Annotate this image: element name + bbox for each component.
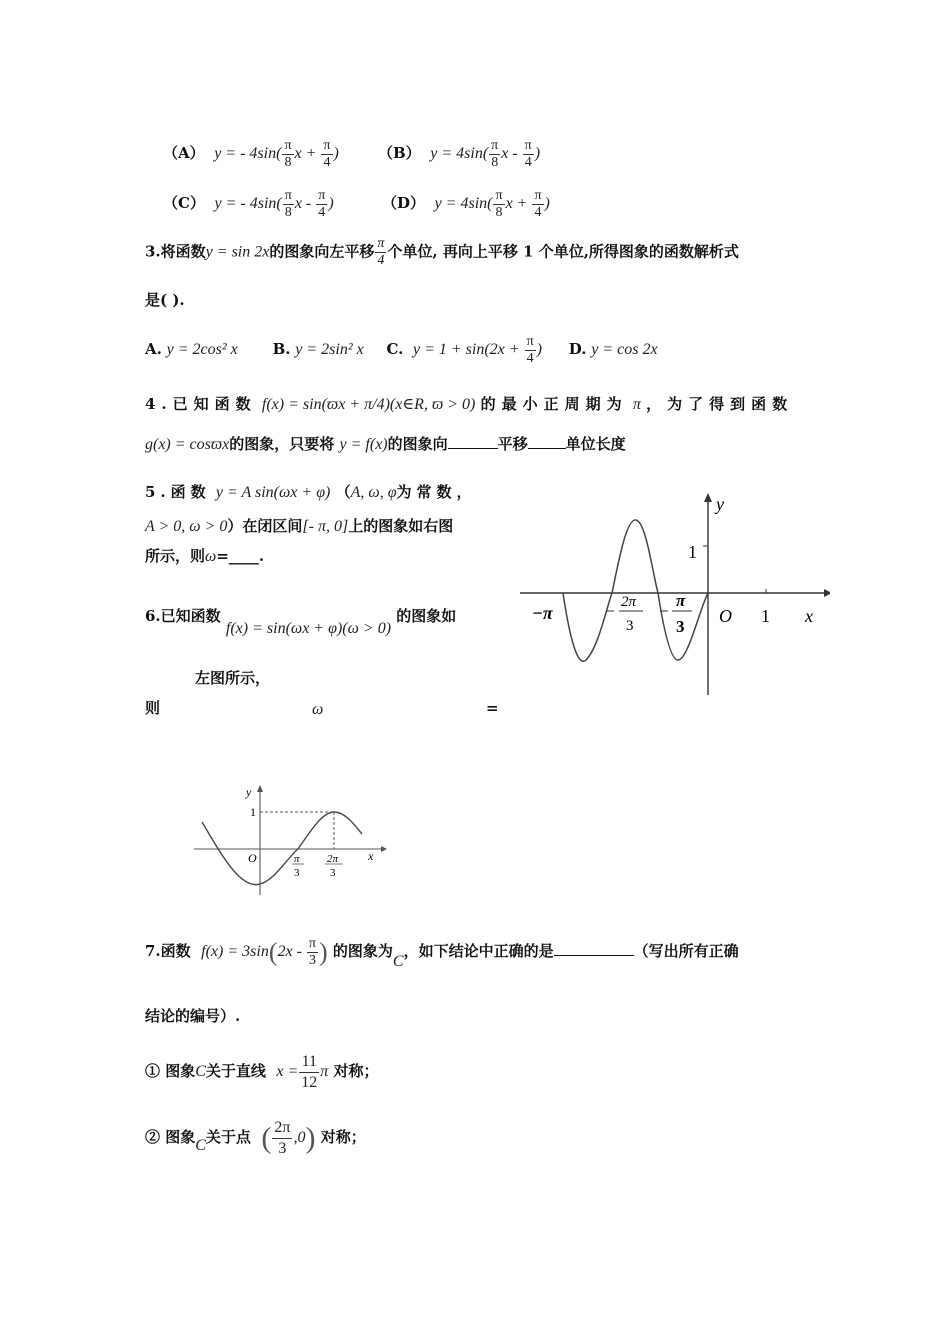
- q5-text2: 上的图象如右图: [348, 517, 454, 535]
- q6-text1: 的图象如: [396, 607, 457, 625]
- q5-text4: =____.: [216, 547, 265, 565]
- q5-omega: ω: [205, 548, 217, 565]
- q3-mid: 的图象向左平移: [269, 242, 375, 261]
- q4-text2: 的图象，只要将: [229, 435, 335, 453]
- q3-prefix: 3.将函数: [145, 242, 206, 261]
- q7-item-1: [145, 1052, 379, 1093]
- q4-period: π: [632, 396, 641, 413]
- y-arrow-icon: [257, 785, 263, 792]
- q7-answer-blank[interactable]: [554, 955, 634, 956]
- q4-blank-direction[interactable]: [448, 448, 498, 449]
- q5-cond: A > 0, ω > 0: [145, 518, 228, 535]
- pi-denominator: 3: [676, 617, 685, 636]
- two-pi-denominator: 3: [626, 618, 634, 634]
- formula-render: x = $\frac{11}{12}$ π: [276, 1053, 329, 1091]
- two-pi-numerator: 2π: [327, 853, 339, 865]
- q2-option-a: [163, 138, 339, 171]
- q3-option-c-label: C.: [386, 340, 404, 359]
- q4-text3: 的图象向: [387, 435, 448, 453]
- q4-line1: [145, 394, 793, 415]
- two-pi-denominator: 3: [330, 867, 336, 879]
- formula-render: y = 4sin( $\frac{\pi}{8}$ x + $\frac{\pi}{4}$ ): [434, 188, 550, 220]
- q2-option-d: [382, 188, 550, 221]
- q3-option-a-expr: y = 2cos² x: [166, 341, 238, 359]
- q7-line2: 结论的编号）.: [145, 1007, 241, 1025]
- x-axis-label: x: [368, 849, 374, 863]
- q5-graph: [518, 490, 830, 700]
- q5-is-const: 为常数，: [396, 483, 477, 501]
- two-pi-numerator: 2π: [621, 594, 637, 610]
- y-axis-label: y: [246, 785, 252, 799]
- formula-render: ( $\frac{2\pi}{3}$ ,0): [261, 1119, 316, 1157]
- sine-curve: [202, 812, 362, 885]
- q7-prefix: 7.函数: [145, 942, 191, 961]
- y-tick-1-label: 1: [250, 805, 256, 819]
- option-label: （A）: [163, 144, 205, 163]
- q5-func: y = A sin(ωx + φ): [215, 484, 331, 501]
- formula-render: y = - 4sin( $\frac{\pi}{8}$ x - $\frac{\pi}{4}$ ): [214, 188, 334, 220]
- q7-text2: ，如下结论中正确的是: [403, 942, 554, 961]
- q7-item1-pre: ① 图象: [145, 1062, 196, 1081]
- q2-option-c: [163, 188, 334, 221]
- q4-func: f(x) = sin(ϖx + π/4)(x∈R, ϖ > 0): [261, 396, 476, 413]
- q7-item-2: [145, 1118, 366, 1159]
- q5-consts: A, ω, φ: [350, 484, 397, 501]
- option-label: （D）: [382, 194, 426, 213]
- formula-render: y = - 4sin( $\frac{\pi}{8}$ x + $\frac{\pi}{4}$ ): [214, 138, 339, 170]
- q5-prefix: 5.函数: [145, 483, 211, 501]
- q4-g: g(x) = cosϖx: [145, 436, 230, 453]
- q5-line3: [145, 546, 264, 567]
- q7-item1-post: 对称；: [333, 1062, 379, 1081]
- q6-ze: 则: [145, 699, 161, 717]
- q7-item2-post: 对称；: [320, 1128, 366, 1147]
- sine-curve: [563, 520, 708, 661]
- formula-render: y = 4sin( $\frac{\pi}{8}$ x - $\frac{\pi}{4}$ ): [430, 138, 541, 170]
- y-axis-label: y: [716, 494, 724, 514]
- q6-prefix: 6.已知函数: [145, 607, 221, 625]
- q7-item1-mid: 关于直线: [205, 1062, 266, 1081]
- q4-text4: 平移: [497, 435, 528, 453]
- formula-render: f(x) = 3sin(2x - $\frac{\pi}{3}$ ): [201, 936, 328, 968]
- q2-option-b: [378, 138, 540, 171]
- option-label: （C）: [163, 194, 205, 213]
- q5-line1: [145, 482, 477, 503]
- q7-text3: （写出所有正确: [633, 942, 739, 961]
- pi-denominator: 3: [294, 867, 300, 879]
- q4-blank-amount[interactable]: [528, 448, 566, 449]
- q3-option-d-expr: y = cos 2x: [591, 341, 658, 359]
- q4-tail: ，为了得到函数: [646, 395, 794, 413]
- x-axis-label: x: [805, 606, 813, 626]
- pi-numerator: π: [294, 853, 300, 865]
- formula-render: y = 1 + sin(2x + $\frac{\pi}{4}$ ): [412, 334, 542, 366]
- q3-option-d-label: D.: [568, 340, 587, 359]
- q5-text3: 所示，则: [145, 547, 206, 565]
- q3-option-a-label: A.: [145, 340, 162, 359]
- q5-text1: ）在闭区间: [227, 517, 303, 535]
- x-tick-1-label: 1: [761, 606, 770, 626]
- q6-line2: [195, 668, 270, 688]
- q3-option-b-expr: y = 2sin² x: [295, 341, 364, 359]
- origin-label: O: [719, 606, 732, 626]
- q7-c: C: [392, 953, 404, 971]
- q3-option-b-label: B.: [272, 340, 291, 359]
- q5-paren: （: [335, 483, 351, 501]
- q3-line2: 是( ).: [145, 291, 185, 309]
- q3-rest: 个单位, 再向上平移 1 个单位,所得图象的函数解析式: [387, 242, 739, 261]
- x-arrow-icon: [824, 589, 830, 597]
- q6-line1: [145, 606, 457, 637]
- q6-equals: =: [486, 699, 499, 717]
- q7-item2-pre: ② 图象: [145, 1128, 196, 1147]
- q6-omega: ω: [312, 701, 324, 718]
- q3-shift: $\frac{\pi}{4}$: [377, 236, 385, 268]
- q7-item1-c: C: [195, 1063, 206, 1081]
- q4-mid: 的最小正周期为: [480, 395, 628, 413]
- q4-text5: 单位长度: [565, 435, 626, 453]
- q7-item2-mid: 关于点: [205, 1128, 251, 1147]
- y-arrow-icon: [704, 493, 712, 502]
- q4-prefix: 4.已知函数: [145, 395, 257, 413]
- q4-line2: [145, 434, 626, 455]
- x-arrow-icon: [381, 846, 387, 852]
- neg-pi-label: −π: [532, 603, 553, 623]
- option-label: （B）: [378, 144, 421, 163]
- q6-graph: [190, 782, 395, 902]
- origin-label: O: [248, 851, 257, 865]
- q7-line1: [145, 936, 739, 969]
- q5-interval: [- π, 0]: [302, 518, 349, 535]
- q7-text1: 的图象为: [332, 942, 393, 961]
- q6-func: f(x) = sin(ωx + φ)(ω > 0): [225, 620, 392, 637]
- y-tick-1-label: 1: [688, 542, 697, 562]
- pi-numerator: π: [676, 591, 686, 610]
- q7-item2-c: C: [195, 1137, 206, 1155]
- q3-options: [145, 334, 658, 367]
- q3-stem: [145, 236, 739, 269]
- q5-line2: [145, 516, 453, 537]
- q3-func: y = sin 2x: [205, 243, 270, 261]
- q4-fx: y = f(x): [339, 436, 388, 453]
- q6-text2: 左图所示，: [195, 669, 271, 687]
